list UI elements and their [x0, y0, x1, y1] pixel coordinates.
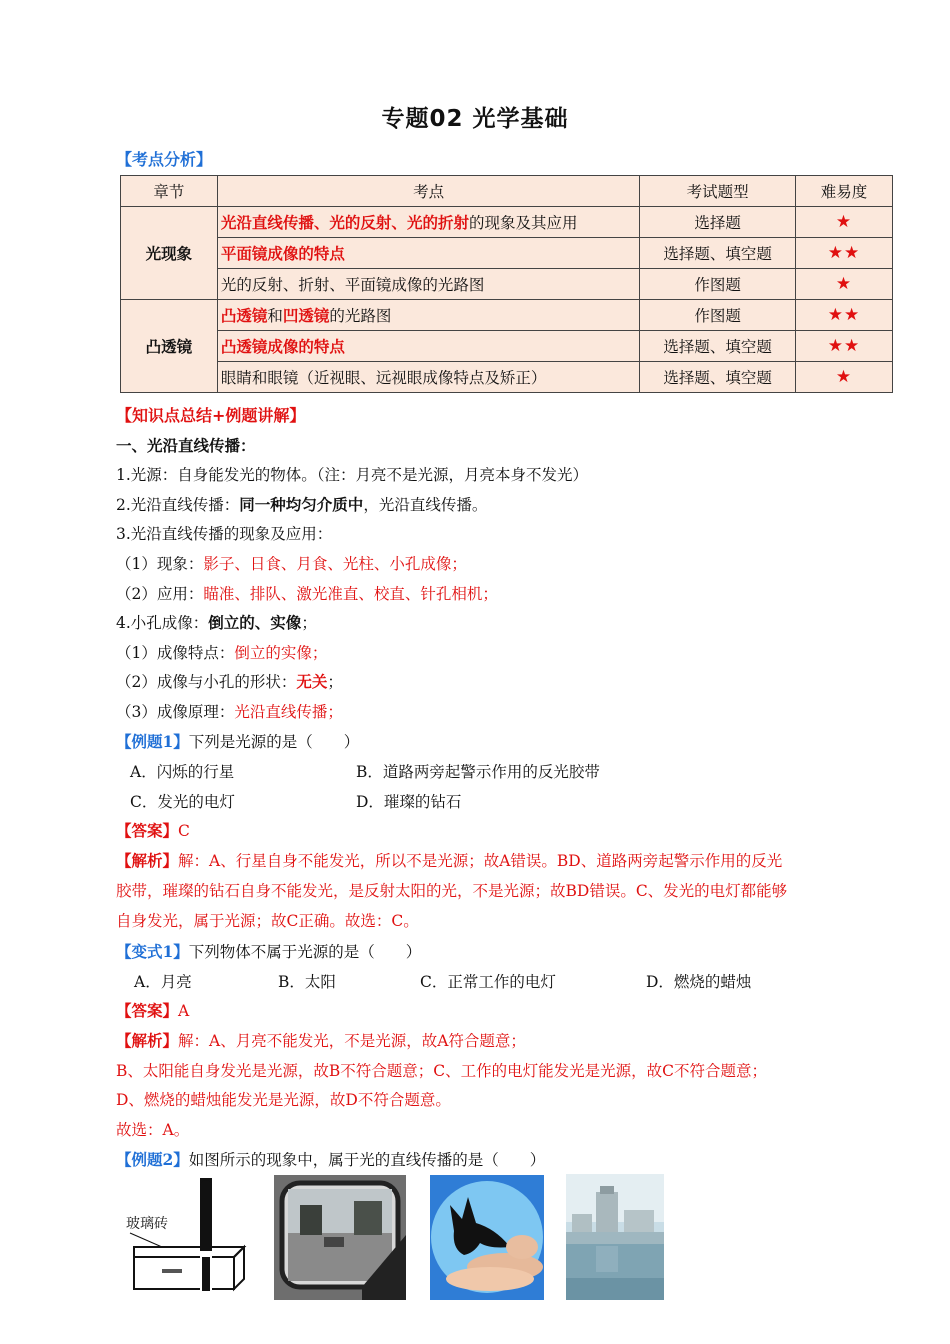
- variant1-explanation: B、太阳能自身发光是光源，故B不符合题意；C、工作的电灯能发光是光源，故C不符合题意；: [116, 1062, 768, 1080]
- point-cell: 平面镜成像的特点: [217, 238, 639, 269]
- figure-glass-brick: [122, 1175, 262, 1305]
- table-row: [121, 269, 893, 300]
- chapter-cell: 凸透镜: [121, 300, 218, 393]
- header-difficulty: 难易度: [796, 176, 893, 207]
- knowledge-line: 2.光沿直线传播：同一种均匀介质中，光沿直线传播。: [116, 495, 488, 514]
- table-header-row: [121, 176, 893, 207]
- header-type: 考试题型: [640, 176, 796, 207]
- exam-points-table: [120, 175, 893, 393]
- option-d: D．燃烧的蜡烛: [646, 973, 752, 991]
- option-a: A．月亮: [134, 973, 192, 991]
- variant1-explanation: 【解析】解：A、月亮不能发光，不是光源，故A符合题意；: [116, 1031, 526, 1050]
- type-cell: 作图题: [640, 300, 796, 331]
- example1-explanation: 胶带，璀璨的钻石自身不能发光，是反射太阳的光，不是光源；故BD错误。C、发光的电灯都能够: [116, 882, 788, 900]
- variant1-explanation: D、燃烧的蜡烛能发光是光源，故D不符合题意。: [116, 1091, 451, 1109]
- glass-brick-label: 玻璃砖: [126, 1216, 168, 1232]
- knowledge-line: （3）成像原理：光沿直线传播；: [116, 703, 343, 721]
- table-row: [121, 362, 893, 393]
- table-row: [121, 207, 893, 238]
- difficulty-stars: ★: [796, 269, 893, 300]
- difficulty-stars: ★★: [796, 331, 893, 362]
- table-row: [121, 300, 893, 331]
- example2-question: 【例题2】如图所示的现象中，属于光的直线传播的是（ ）: [116, 1150, 546, 1169]
- point-cell: 眼睛和眼镜（近视眼、远视眼成像特点及矫正）: [217, 362, 639, 393]
- hand-shadow-photo: [430, 1175, 544, 1300]
- variant1-question: 【变式1】下列物体不属于光源的是（ ）: [116, 942, 422, 961]
- variant1-explanation: 故选：A。: [116, 1121, 190, 1139]
- knowledge-line: （1）现象：影子、日食、月食、光柱、小孔成像；: [116, 555, 467, 573]
- figure-hand-shadow: [430, 1175, 544, 1300]
- figure-reflection: [566, 1174, 664, 1300]
- knowledge-line: 1.光源：自身能发光的物体。（注：月亮不是光源，月亮本身不发光）: [116, 466, 589, 484]
- knowledge-line: （2）应用：瞄准、排队、激光准直、校直、针孔相机；: [116, 585, 498, 603]
- difficulty-stars: ★★: [796, 238, 893, 269]
- difficulty-stars: ★: [796, 362, 893, 393]
- point-cell: 凸透镜成像的特点: [217, 331, 639, 362]
- variant1-answer: 【答案】A: [116, 1001, 190, 1020]
- heading-straight-line: 一、光沿直线传播：: [116, 437, 256, 455]
- option-c: C．发光的电灯: [130, 793, 235, 811]
- option-b: B．太阳: [278, 973, 336, 991]
- section-analysis-heading: 【考点分析】: [116, 150, 213, 169]
- type-cell: 选择题: [640, 207, 796, 238]
- knowledge-line: （2）成像与小孔的形状：无关；: [116, 672, 343, 691]
- chapter-cell: 光现象: [121, 207, 218, 300]
- table-row: [121, 238, 893, 269]
- type-cell: 选择题、填空题: [640, 331, 796, 362]
- car-mirror-photo: [274, 1175, 406, 1300]
- example1-explanation: 自身发光，属于光源；故C正确。故选：C。: [116, 912, 419, 930]
- point-cell: 凸透镜和凹透镜的光路图: [217, 300, 639, 331]
- knowledge-line: 4.小孔成像：倒立的、实像；: [116, 613, 317, 632]
- example1-explanation: 【解析】解：A、行星自身不能发光，所以不是光源；故A错误。BD、道路两旁起警示作用的反光: [116, 851, 783, 870]
- knowledge-line: （1）成像特点：倒立的实像；: [116, 644, 328, 662]
- type-cell: 选择题、填空题: [640, 362, 796, 393]
- option-b: B．道路两旁起警示作用的反光胶带: [356, 763, 600, 781]
- header-chapter: 章节: [121, 176, 218, 207]
- point-cell: 光的反射、折射、平面镜成像的光路图: [217, 269, 639, 300]
- option-a: A．闪烁的行星: [130, 763, 235, 781]
- page-title: 专题02 光学基础: [381, 106, 569, 132]
- point-cell: 光沿直线传播、光的反射、光的折射的现象及其应用: [217, 207, 639, 238]
- difficulty-stars: ★: [796, 207, 893, 238]
- glass-brick-illustration: [122, 1175, 262, 1305]
- example1-question: 【例题1】下列是光源的是（ ）: [116, 732, 360, 751]
- example1-answer: 【答案】C: [116, 821, 190, 840]
- header-point: 考点: [217, 176, 639, 207]
- option-d: D．璀璨的钻石: [356, 793, 462, 811]
- water-reflection-photo: [566, 1174, 664, 1300]
- difficulty-stars: ★★: [796, 300, 893, 331]
- type-cell: 作图题: [640, 269, 796, 300]
- option-c: C．正常工作的电灯: [420, 973, 556, 991]
- type-cell: 选择题、填空题: [640, 238, 796, 269]
- section-knowledge-heading: 【知识点总结+例题讲解】: [116, 406, 306, 425]
- table-row: [121, 331, 893, 362]
- knowledge-line: 3.光沿直线传播的现象及应用：: [116, 525, 333, 543]
- figure-car-mirror: [274, 1175, 406, 1300]
